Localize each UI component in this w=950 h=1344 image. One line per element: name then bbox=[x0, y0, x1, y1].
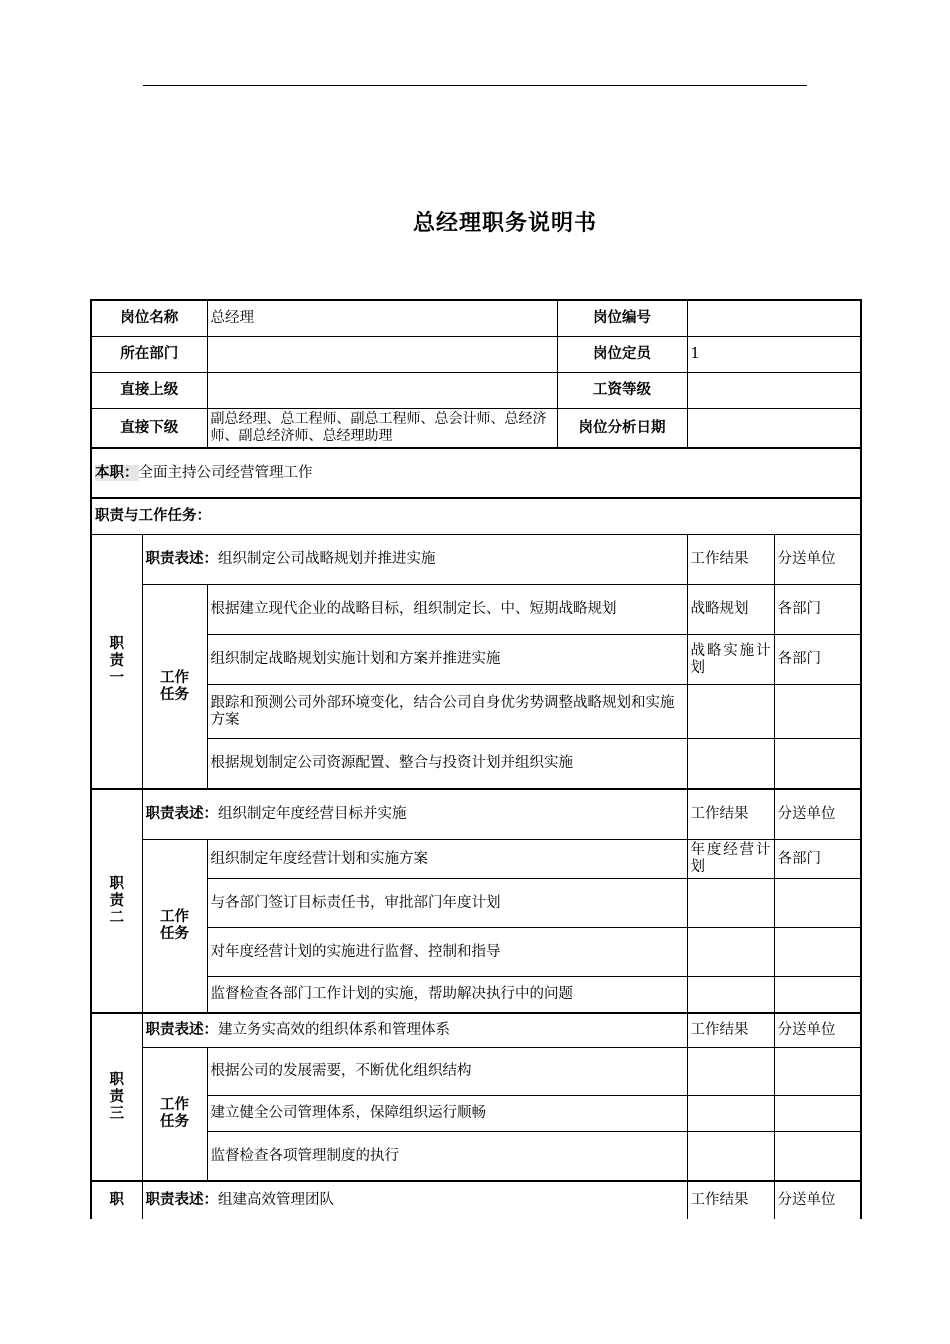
task-dest: 各部门 bbox=[774, 840, 861, 879]
label-direct-subordinates: 直接下级 bbox=[91, 409, 207, 449]
value-direct-subordinates: 副总经理、总工程师、副总工程师、总会计师、总经济师、副总经济师、总经理助理 bbox=[207, 409, 557, 449]
duty-3-label: 职 责 三 bbox=[91, 1013, 142, 1181]
task-dest bbox=[774, 685, 861, 739]
task-dest bbox=[774, 739, 861, 790]
core-duty-row bbox=[91, 448, 861, 498]
duty-3-tasks-label: 工作 任务 bbox=[142, 1048, 207, 1182]
duty-3-description: 职责表述：建立务实高效的组织体系和管理体系 bbox=[142, 1013, 687, 1048]
task-dest bbox=[774, 977, 861, 1014]
task-result bbox=[687, 1132, 774, 1182]
header-rule bbox=[143, 85, 807, 86]
duty-2-tasks-label: 工作 任务 bbox=[142, 840, 207, 1014]
task-result: 战略规划 bbox=[687, 585, 774, 635]
task-result bbox=[687, 1048, 774, 1096]
task-result bbox=[687, 879, 774, 928]
label-position-name: 岗位名称 bbox=[91, 300, 207, 337]
dest-header: 分送单位 bbox=[774, 535, 861, 585]
task-dest: 各部门 bbox=[774, 635, 861, 685]
label-salary-grade: 工资等级 bbox=[557, 373, 687, 409]
duty-2-description: 职责表述：组织制定年度经营目标并实施 bbox=[142, 789, 687, 840]
task-dest bbox=[774, 1132, 861, 1182]
info-row bbox=[91, 409, 861, 449]
duty-1-tasks-label: 工作 任务 bbox=[142, 585, 207, 790]
dest-header: 分送单位 bbox=[774, 1013, 861, 1048]
label-analysis-date: 岗位分析日期 bbox=[557, 409, 687, 449]
task-text: 建立健全公司管理体系，保障组织运行顺畅 bbox=[207, 1096, 687, 1132]
task-text: 对年度经营计划的实施进行监督、控制和指导 bbox=[207, 928, 687, 977]
duty-4-description: 职责表述：组建高效管理团队 bbox=[142, 1181, 687, 1219]
duty-2-label: 职 责 二 bbox=[91, 789, 142, 1013]
label-direct-superior: 直接上级 bbox=[91, 373, 207, 409]
label-headcount: 岗位定员 bbox=[557, 337, 687, 373]
task-dest bbox=[774, 879, 861, 928]
task-text: 监督检查各项管理制度的执行 bbox=[207, 1132, 687, 1182]
task-result bbox=[687, 685, 774, 739]
task-dest bbox=[774, 928, 861, 977]
info-row bbox=[91, 300, 861, 337]
info-row bbox=[91, 373, 861, 409]
task-text: 组织制定战略规划实施计划和方案并推进实施 bbox=[207, 635, 687, 685]
task-result bbox=[687, 928, 774, 977]
task-text: 与各部门签订目标责任书，审批部门年度计划 bbox=[207, 879, 687, 928]
duty-4-label: 职 bbox=[91, 1181, 142, 1219]
task-text: 根据公司的发展需要，不断优化组织结构 bbox=[207, 1048, 687, 1096]
value-position-number bbox=[687, 300, 861, 337]
label-department: 所在部门 bbox=[91, 337, 207, 373]
result-header: 工作结果 bbox=[687, 789, 774, 840]
dest-header: 分送单位 bbox=[774, 1181, 861, 1219]
info-row bbox=[91, 337, 861, 373]
position-info-table bbox=[90, 299, 862, 449]
value-salary-grade bbox=[687, 373, 861, 409]
value-headcount: 1 bbox=[687, 337, 861, 373]
duty-1-description: 职责表述：组织制定公司战略规划并推进实施 bbox=[142, 535, 687, 585]
task-text: 根据规划制定公司资源配置、整合与投资计划并组织实施 bbox=[207, 739, 687, 790]
task-result bbox=[687, 1096, 774, 1132]
result-header: 工作结果 bbox=[687, 535, 774, 585]
value-direct-superior bbox=[207, 373, 557, 409]
task-result bbox=[687, 739, 774, 790]
task-result: 战略实施计划 bbox=[687, 635, 774, 685]
value-position-name: 总经理 bbox=[207, 300, 557, 337]
duty-1-label: 职 责 一 bbox=[91, 535, 142, 790]
task-result bbox=[687, 977, 774, 1014]
task-text: 根据建立现代企业的战略目标，组织制定长、中、短期战略规划 bbox=[207, 585, 687, 635]
task-text: 跟踪和预测公司外部环境变化，结合公司自身优劣势调整战略规划和实施方案 bbox=[207, 685, 687, 739]
value-analysis-date bbox=[687, 409, 861, 449]
value-department bbox=[207, 337, 557, 373]
document-title: 总经理职务说明书 bbox=[412, 211, 597, 236]
core-duty-label: 本职： bbox=[95, 464, 139, 481]
task-result: 年度经营计划 bbox=[687, 840, 774, 879]
task-dest bbox=[774, 1048, 861, 1096]
label-position-number: 岗位编号 bbox=[557, 300, 687, 337]
duties-table bbox=[90, 447, 862, 1219]
result-header: 工作结果 bbox=[687, 1013, 774, 1048]
core-duty-text: 全面主持公司经营管理工作 bbox=[138, 464, 313, 481]
task-dest bbox=[774, 1096, 861, 1132]
dest-header: 分送单位 bbox=[774, 789, 861, 840]
task-dest: 各部门 bbox=[774, 585, 861, 635]
duties-header: 职责与工作任务： bbox=[91, 498, 861, 535]
result-header: 工作结果 bbox=[687, 1181, 774, 1219]
task-text: 组织制定年度经营计划和实施方案 bbox=[207, 840, 687, 879]
task-text: 监督检查各部门工作计划的实施，帮助解决执行中的问题 bbox=[207, 977, 687, 1014]
